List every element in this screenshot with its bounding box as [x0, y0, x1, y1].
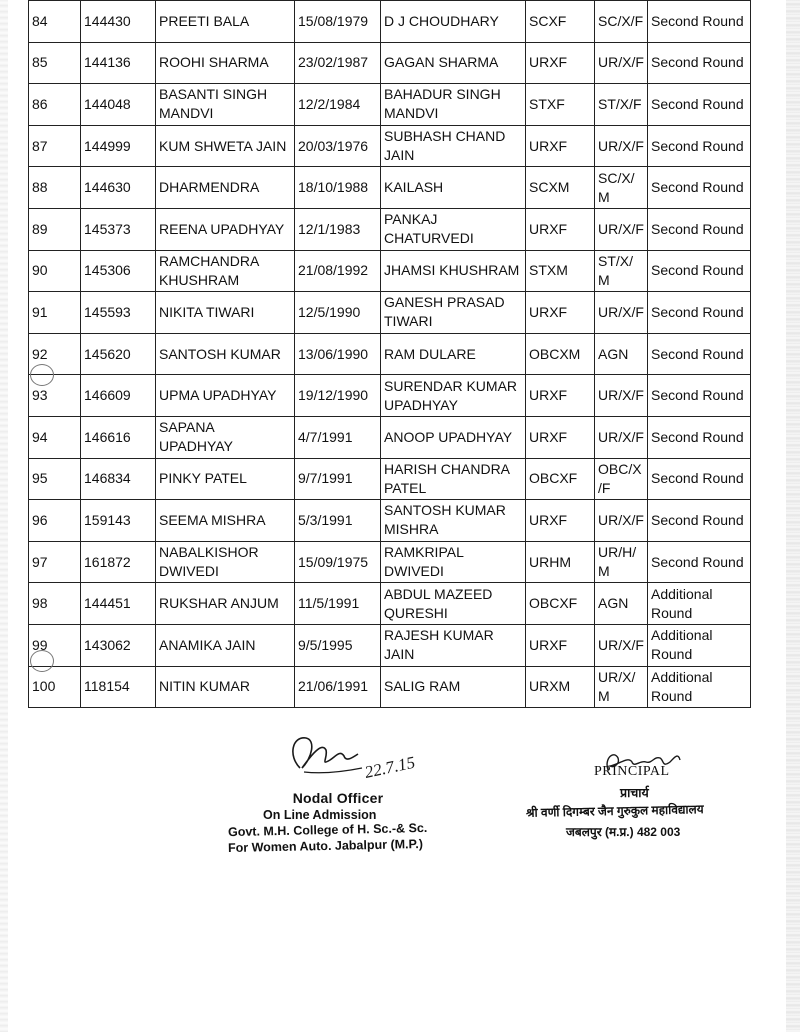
category-code-cell: SCXM — [526, 167, 595, 209]
serial-number-cell: 90 — [29, 250, 81, 292]
table-row — [29, 458, 751, 500]
serial-number-cell: 93 — [29, 375, 81, 417]
category-code-cell: URXF — [526, 208, 595, 250]
application-number-cell: 144136 — [81, 42, 156, 84]
category-code-cell: URXF — [526, 125, 595, 167]
candidate-name-cell: NIKITA TIWARI — [156, 292, 295, 334]
application-number-cell: 118154 — [81, 666, 156, 708]
candidate-name-cell: PREETI BALA — [156, 1, 295, 43]
date-of-birth-cell: 4/7/1991 — [295, 416, 381, 458]
date-of-birth-cell: 19/12/1990 — [295, 375, 381, 417]
serial-number-cell: 86 — [29, 84, 81, 126]
category-cell: ST/X/ M — [595, 250, 648, 292]
admission-round-cell: Second Round — [648, 458, 751, 500]
table-row — [29, 42, 751, 84]
father-name-cell: RAMKRIPAL DWIVEDI — [381, 541, 526, 583]
serial-number-cell: 98 — [29, 583, 81, 625]
date-of-birth-cell: 15/08/1979 — [295, 1, 381, 43]
scan-edge-left — [0, 0, 8, 1032]
category-code-cell: URXM — [526, 666, 595, 708]
candidate-name-cell: KUM SHWETA JAIN — [156, 125, 295, 167]
category-code-cell: OBCXM — [526, 333, 595, 375]
application-number-cell: 143062 — [81, 624, 156, 666]
table-row — [29, 125, 751, 167]
admission-round-cell: Second Round — [648, 250, 751, 292]
application-number-cell: 161872 — [81, 541, 156, 583]
category-code-cell: SCXF — [526, 1, 595, 43]
application-number-cell: 145306 — [81, 250, 156, 292]
admission-round-cell: Second Round — [648, 500, 751, 542]
category-code-cell: STXF — [526, 84, 595, 126]
category-cell: OBC/X /F — [595, 458, 648, 500]
father-name-cell: ABDUL MAZEED QURESHI — [381, 583, 526, 625]
date-of-birth-cell: 12/5/1990 — [295, 292, 381, 334]
date-of-birth-cell: 5/3/1991 — [295, 500, 381, 542]
category-code-cell: URXF — [526, 375, 595, 417]
date-of-birth-cell: 9/5/1995 — [295, 624, 381, 666]
application-number-cell: 146616 — [81, 416, 156, 458]
admission-round-cell: Second Round — [648, 208, 751, 250]
father-name-cell: RAM DULARE — [381, 333, 526, 375]
candidate-name-cell: BASANTI SINGH MANDVI — [156, 84, 295, 126]
serial-number-cell: 85 — [29, 42, 81, 84]
date-of-birth-cell: 21/06/1991 — [295, 666, 381, 708]
application-number-cell: 146609 — [81, 375, 156, 417]
candidate-name-cell: DHARMENDRA — [156, 167, 295, 209]
table-row — [29, 1, 751, 43]
candidate-name-cell: SEEMA MISHRA — [156, 500, 295, 542]
serial-number-cell: 92 — [29, 333, 81, 375]
table-row — [29, 208, 751, 250]
category-cell: UR/H/ M — [595, 541, 648, 583]
candidate-name-cell: ROOHI SHARMA — [156, 42, 295, 84]
application-number-cell: 159143 — [81, 500, 156, 542]
father-name-cell: D J CHOUDHARY — [381, 1, 526, 43]
father-name-cell: SUBHASH CHAND JAIN — [381, 125, 526, 167]
nodal-officer-line: Govt. M.H. College of H. Sc.-& Sc. — [227, 820, 428, 840]
nodal-officer-line: On Line Admission — [263, 808, 377, 822]
candidate-name-cell: PINKY PATEL — [156, 458, 295, 500]
date-of-birth-cell: 21/08/1992 — [295, 250, 381, 292]
candidate-name-cell: NABALKISHOR DWIVEDI — [156, 541, 295, 583]
table-row — [29, 292, 751, 334]
date-of-birth-cell: 20/03/1976 — [295, 125, 381, 167]
category-code-cell: URHM — [526, 541, 595, 583]
application-number-cell: 144430 — [81, 1, 156, 43]
pen-circle-mark — [30, 650, 54, 672]
scan-edge-right — [786, 0, 800, 1032]
table-row — [29, 375, 751, 417]
table-row — [29, 624, 751, 666]
admission-list-table — [28, 0, 751, 708]
nodal-officer-title: Nodal Officer — [292, 790, 384, 806]
table-row — [29, 583, 751, 625]
category-cell: AGN — [595, 333, 648, 375]
father-name-cell: SURENDAR KUMAR UPADHYAY — [381, 375, 526, 417]
admission-round-cell: Additional Round — [648, 583, 751, 625]
principal-title-hindi: प्राचार्य — [620, 786, 649, 800]
father-name-cell: JHAMSI KHUSHRAM — [381, 250, 526, 292]
serial-number-cell: 89 — [29, 208, 81, 250]
table-row — [29, 666, 751, 708]
table-row — [29, 541, 751, 583]
principal-institution-line: श्री वर्णी दिगम्बर जैन गुरुकुल महाविद्यालय — [525, 802, 704, 820]
serial-number-cell: 87 — [29, 125, 81, 167]
signature-date: 22.7.15 — [362, 752, 417, 782]
application-number-cell: 144451 — [81, 583, 156, 625]
father-name-cell: SALIG RAM — [381, 666, 526, 708]
date-of-birth-cell: 12/2/1984 — [295, 84, 381, 126]
principal-title: PRINCIPAL — [594, 764, 670, 779]
category-cell: UR/X/F — [595, 624, 648, 666]
admission-round-cell: Second Round — [648, 42, 751, 84]
date-of-birth-cell: 18/10/1988 — [295, 167, 381, 209]
category-cell: UR/X/F — [595, 42, 648, 84]
principal-address-line: जबलपुर (म.प्र.) 482 003 — [566, 825, 681, 839]
category-cell: UR/X/F — [595, 375, 648, 417]
nodal-officer-line: For Women Auto. Jabalpur (M.P.) — [227, 836, 424, 856]
date-of-birth-cell: 23/02/1987 — [295, 42, 381, 84]
candidate-name-cell: SANTOSH KUMAR — [156, 333, 295, 375]
date-of-birth-cell: 9/7/1991 — [295, 458, 381, 500]
candidate-name-cell: SAPANA UPADHYAY — [156, 416, 295, 458]
category-cell: UR/X/ M — [595, 666, 648, 708]
father-name-cell: HARISH CHANDRA PATEL — [381, 458, 526, 500]
serial-number-cell: 100 — [29, 666, 81, 708]
application-number-cell: 144630 — [81, 167, 156, 209]
serial-number-cell: 91 — [29, 292, 81, 334]
date-of-birth-cell: 12/1/1983 — [295, 208, 381, 250]
father-name-cell: SANTOSH KUMAR MISHRA — [381, 500, 526, 542]
application-number-cell: 144048 — [81, 84, 156, 126]
table-row — [29, 333, 751, 375]
father-name-cell: GANESH PRASAD TIWARI — [381, 292, 526, 334]
application-number-cell: 145620 — [81, 333, 156, 375]
category-cell: AGN — [595, 583, 648, 625]
table-row — [29, 416, 751, 458]
nodal-officer-signature — [282, 728, 452, 788]
category-code-cell: OBCXF — [526, 583, 595, 625]
application-number-cell: 146834 — [81, 458, 156, 500]
category-code-cell: URXF — [526, 42, 595, 84]
application-number-cell: 145593 — [81, 292, 156, 334]
candidate-name-cell: RAMCHANDRA KHUSHRAM — [156, 250, 295, 292]
serial-number-cell: 95 — [29, 458, 81, 500]
pen-circle-mark — [30, 364, 54, 386]
category-code-cell: URXF — [526, 624, 595, 666]
admission-round-cell: Additional Round — [648, 666, 751, 708]
category-cell: UR/X/F — [595, 416, 648, 458]
father-name-cell: RAJESH KUMAR JAIN — [381, 624, 526, 666]
admission-round-cell: Second Round — [648, 1, 751, 43]
admission-round-cell: Additional Round — [648, 624, 751, 666]
serial-number-cell: 97 — [29, 541, 81, 583]
father-name-cell: PANKAJ CHATURVEDI — [381, 208, 526, 250]
candidate-name-cell: ANAMIKA JAIN — [156, 624, 295, 666]
candidate-name-cell: RUKSHAR ANJUM — [156, 583, 295, 625]
candidate-name-cell: NITIN KUMAR — [156, 666, 295, 708]
father-name-cell: KAILASH — [381, 167, 526, 209]
admission-round-cell: Second Round — [648, 416, 751, 458]
category-code-cell: URXF — [526, 416, 595, 458]
table-row — [29, 250, 751, 292]
admission-round-cell: Second Round — [648, 167, 751, 209]
admission-round-cell: Second Round — [648, 333, 751, 375]
serial-number-cell: 99 — [29, 624, 81, 666]
candidate-name-cell: UPMA UPADHYAY — [156, 375, 295, 417]
category-code-cell: URXF — [526, 292, 595, 334]
admission-round-cell: Second Round — [648, 375, 751, 417]
category-cell: UR/X/F — [595, 292, 648, 334]
category-cell: UR/X/F — [595, 500, 648, 542]
date-of-birth-cell: 15/09/1975 — [295, 541, 381, 583]
table-row — [29, 167, 751, 209]
category-cell: SC/X/ M — [595, 167, 648, 209]
category-cell: ST/X/F — [595, 84, 648, 126]
table-row — [29, 84, 751, 126]
category-cell: SC/X/F — [595, 1, 648, 43]
category-code-cell: URXF — [526, 500, 595, 542]
serial-number-cell: 94 — [29, 416, 81, 458]
father-name-cell: GAGAN SHARMA — [381, 42, 526, 84]
application-number-cell: 145373 — [81, 208, 156, 250]
application-number-cell: 144999 — [81, 125, 156, 167]
admission-round-cell: Second Round — [648, 84, 751, 126]
serial-number-cell: 88 — [29, 167, 81, 209]
admission-round-cell: Second Round — [648, 541, 751, 583]
category-cell: UR/X/F — [595, 125, 648, 167]
father-name-cell: BAHADUR SINGH MANDVI — [381, 84, 526, 126]
category-cell: UR/X/F — [595, 208, 648, 250]
table-row — [29, 500, 751, 542]
date-of-birth-cell: 11/5/1991 — [295, 583, 381, 625]
admission-round-cell: Second Round — [648, 292, 751, 334]
category-code-cell: OBCXF — [526, 458, 595, 500]
table-body — [29, 1, 751, 708]
candidate-name-cell: REENA UPADHYAY — [156, 208, 295, 250]
father-name-cell: ANOOP UPADHYAY — [381, 416, 526, 458]
date-of-birth-cell: 13/06/1990 — [295, 333, 381, 375]
serial-number-cell: 96 — [29, 500, 81, 542]
category-code-cell: STXM — [526, 250, 595, 292]
serial-number-cell: 84 — [29, 1, 81, 43]
admission-round-cell: Second Round — [648, 125, 751, 167]
